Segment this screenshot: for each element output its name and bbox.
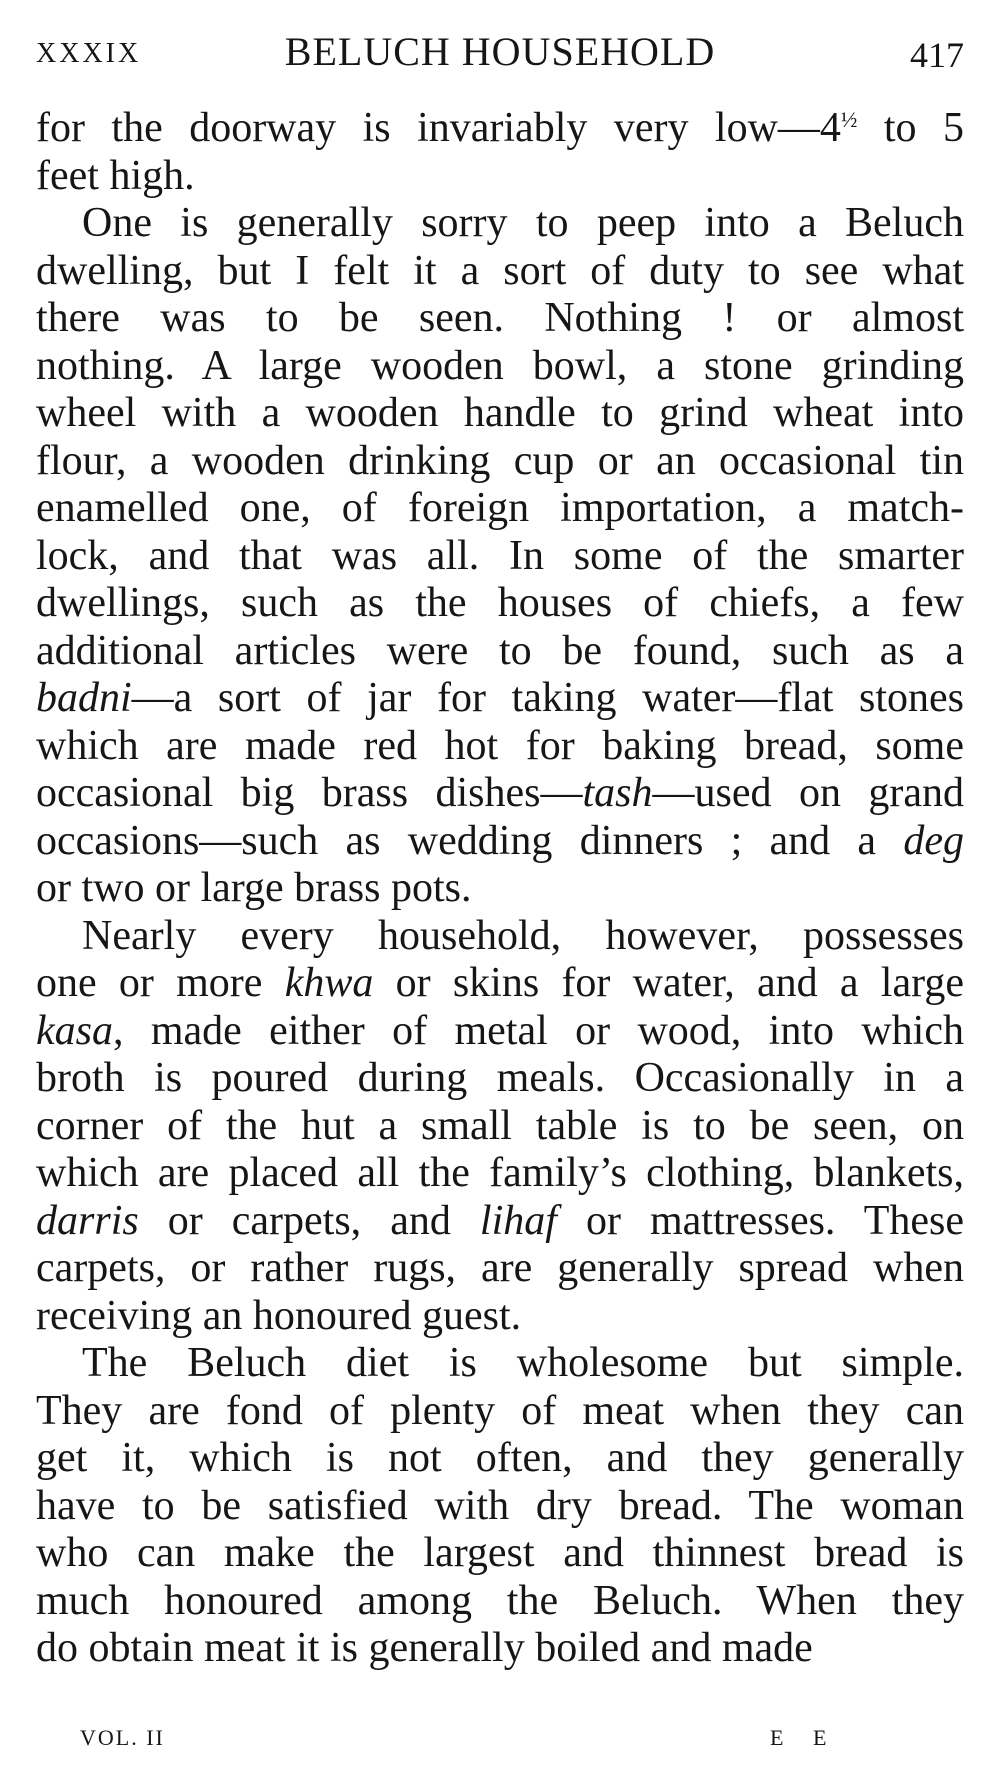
paragraph [36, 1340, 964, 1673]
text-line: much honoured among the Beluch. When they [36, 1577, 964, 1624]
volume-signature: VOL. II [80, 1725, 165, 1750]
text-line: darris or carpets, and lihaf or mattresses. These [36, 1197, 964, 1244]
paragraph [36, 913, 964, 1341]
text-line: do obtain meat it is generally boiled and made [36, 1625, 813, 1671]
text-line: flour, a wooden drinking cup or an occasional tin [36, 437, 964, 484]
text-line: which are placed all the family’s clothing, blankets, [36, 1150, 964, 1196]
italic-term: deg [903, 817, 964, 864]
text-line: feet high. [36, 152, 195, 199]
chapter-number: XXXIX [36, 38, 142, 69]
text-line: badni—a sort of jar for taking water—flat stones [36, 675, 964, 721]
running-head [36, 28, 964, 84]
paragraph [36, 105, 964, 200]
text-line: or two or large brass pots. [36, 865, 472, 911]
text-line: who can make the largest and thinnest bread is [36, 1530, 964, 1576]
text-line: occasions—such as wedding dinners ; and a deg [36, 817, 964, 864]
text-line: have to be satisfied with dry bread. The woman [36, 1482, 964, 1529]
signature-mark: E E [770, 1725, 839, 1750]
italic-term: tash [582, 770, 653, 816]
text-line: dwelling, but I felt it a sort of duty to see what [36, 247, 964, 294]
text-line: wheel with a wooden handle to grind wheat into [36, 390, 964, 436]
text-line: additional articles were to be found, such as a [36, 627, 964, 674]
italic-term: kasa [36, 1007, 113, 1054]
running-title: BELUCH HOUSEHOLD [284, 29, 716, 74]
text-line: occasional big brass dishes—tash—used on grand [36, 770, 964, 816]
text-line: one or more khwa or skins for water, and a large [36, 960, 964, 1006]
text-line: enamelled one, of foreign importation, a match- [36, 485, 964, 531]
fraction: ½ [840, 107, 858, 132]
text-line: receiving an honoured guest. [36, 1292, 522, 1339]
italic-term: lihaf [479, 1197, 557, 1244]
text-line: Nearly every household, however, possesses [82, 912, 964, 959]
text-line: get it, which is not often, and they generally [36, 1435, 964, 1481]
text-line: corner of the hut a small table is to be seen, on [36, 1102, 964, 1149]
text-line: The Beluch diet is wholesome but simple. [82, 1340, 964, 1386]
page-number: 417 [910, 35, 964, 75]
italic-term: badni [36, 675, 132, 721]
text-line: lock, and that was all. In some of the smarter [36, 532, 964, 579]
text-line: broth is poured during meals. Occasionally in a [36, 1055, 964, 1101]
text-line: kasa, made either of metal or wood, into which [36, 1007, 964, 1054]
paragraph [36, 200, 964, 913]
text-line: there was to be seen. Nothing ! or almost [36, 295, 964, 341]
text-line: dwellings, such as the houses of chiefs, a few [36, 580, 964, 626]
body-text [36, 105, 964, 1673]
italic-term: darris [36, 1197, 139, 1244]
text-line: They are fond of plenty of meat when they can [36, 1387, 964, 1434]
text-line: nothing. A large wooden bowl, a stone grinding [36, 342, 964, 389]
text-line: carpets, or rather rugs, are generally spread when [36, 1245, 964, 1291]
italic-term: khwa [284, 960, 374, 1006]
text-line: for the doorway is invariably very $low—4^{\frac{1}{2}}$ to 5 [36, 105, 964, 151]
text-line: One is generally sorry to peep into a Beluch [82, 200, 964, 246]
text-line: which are made red hot for baking bread, some [36, 722, 964, 769]
